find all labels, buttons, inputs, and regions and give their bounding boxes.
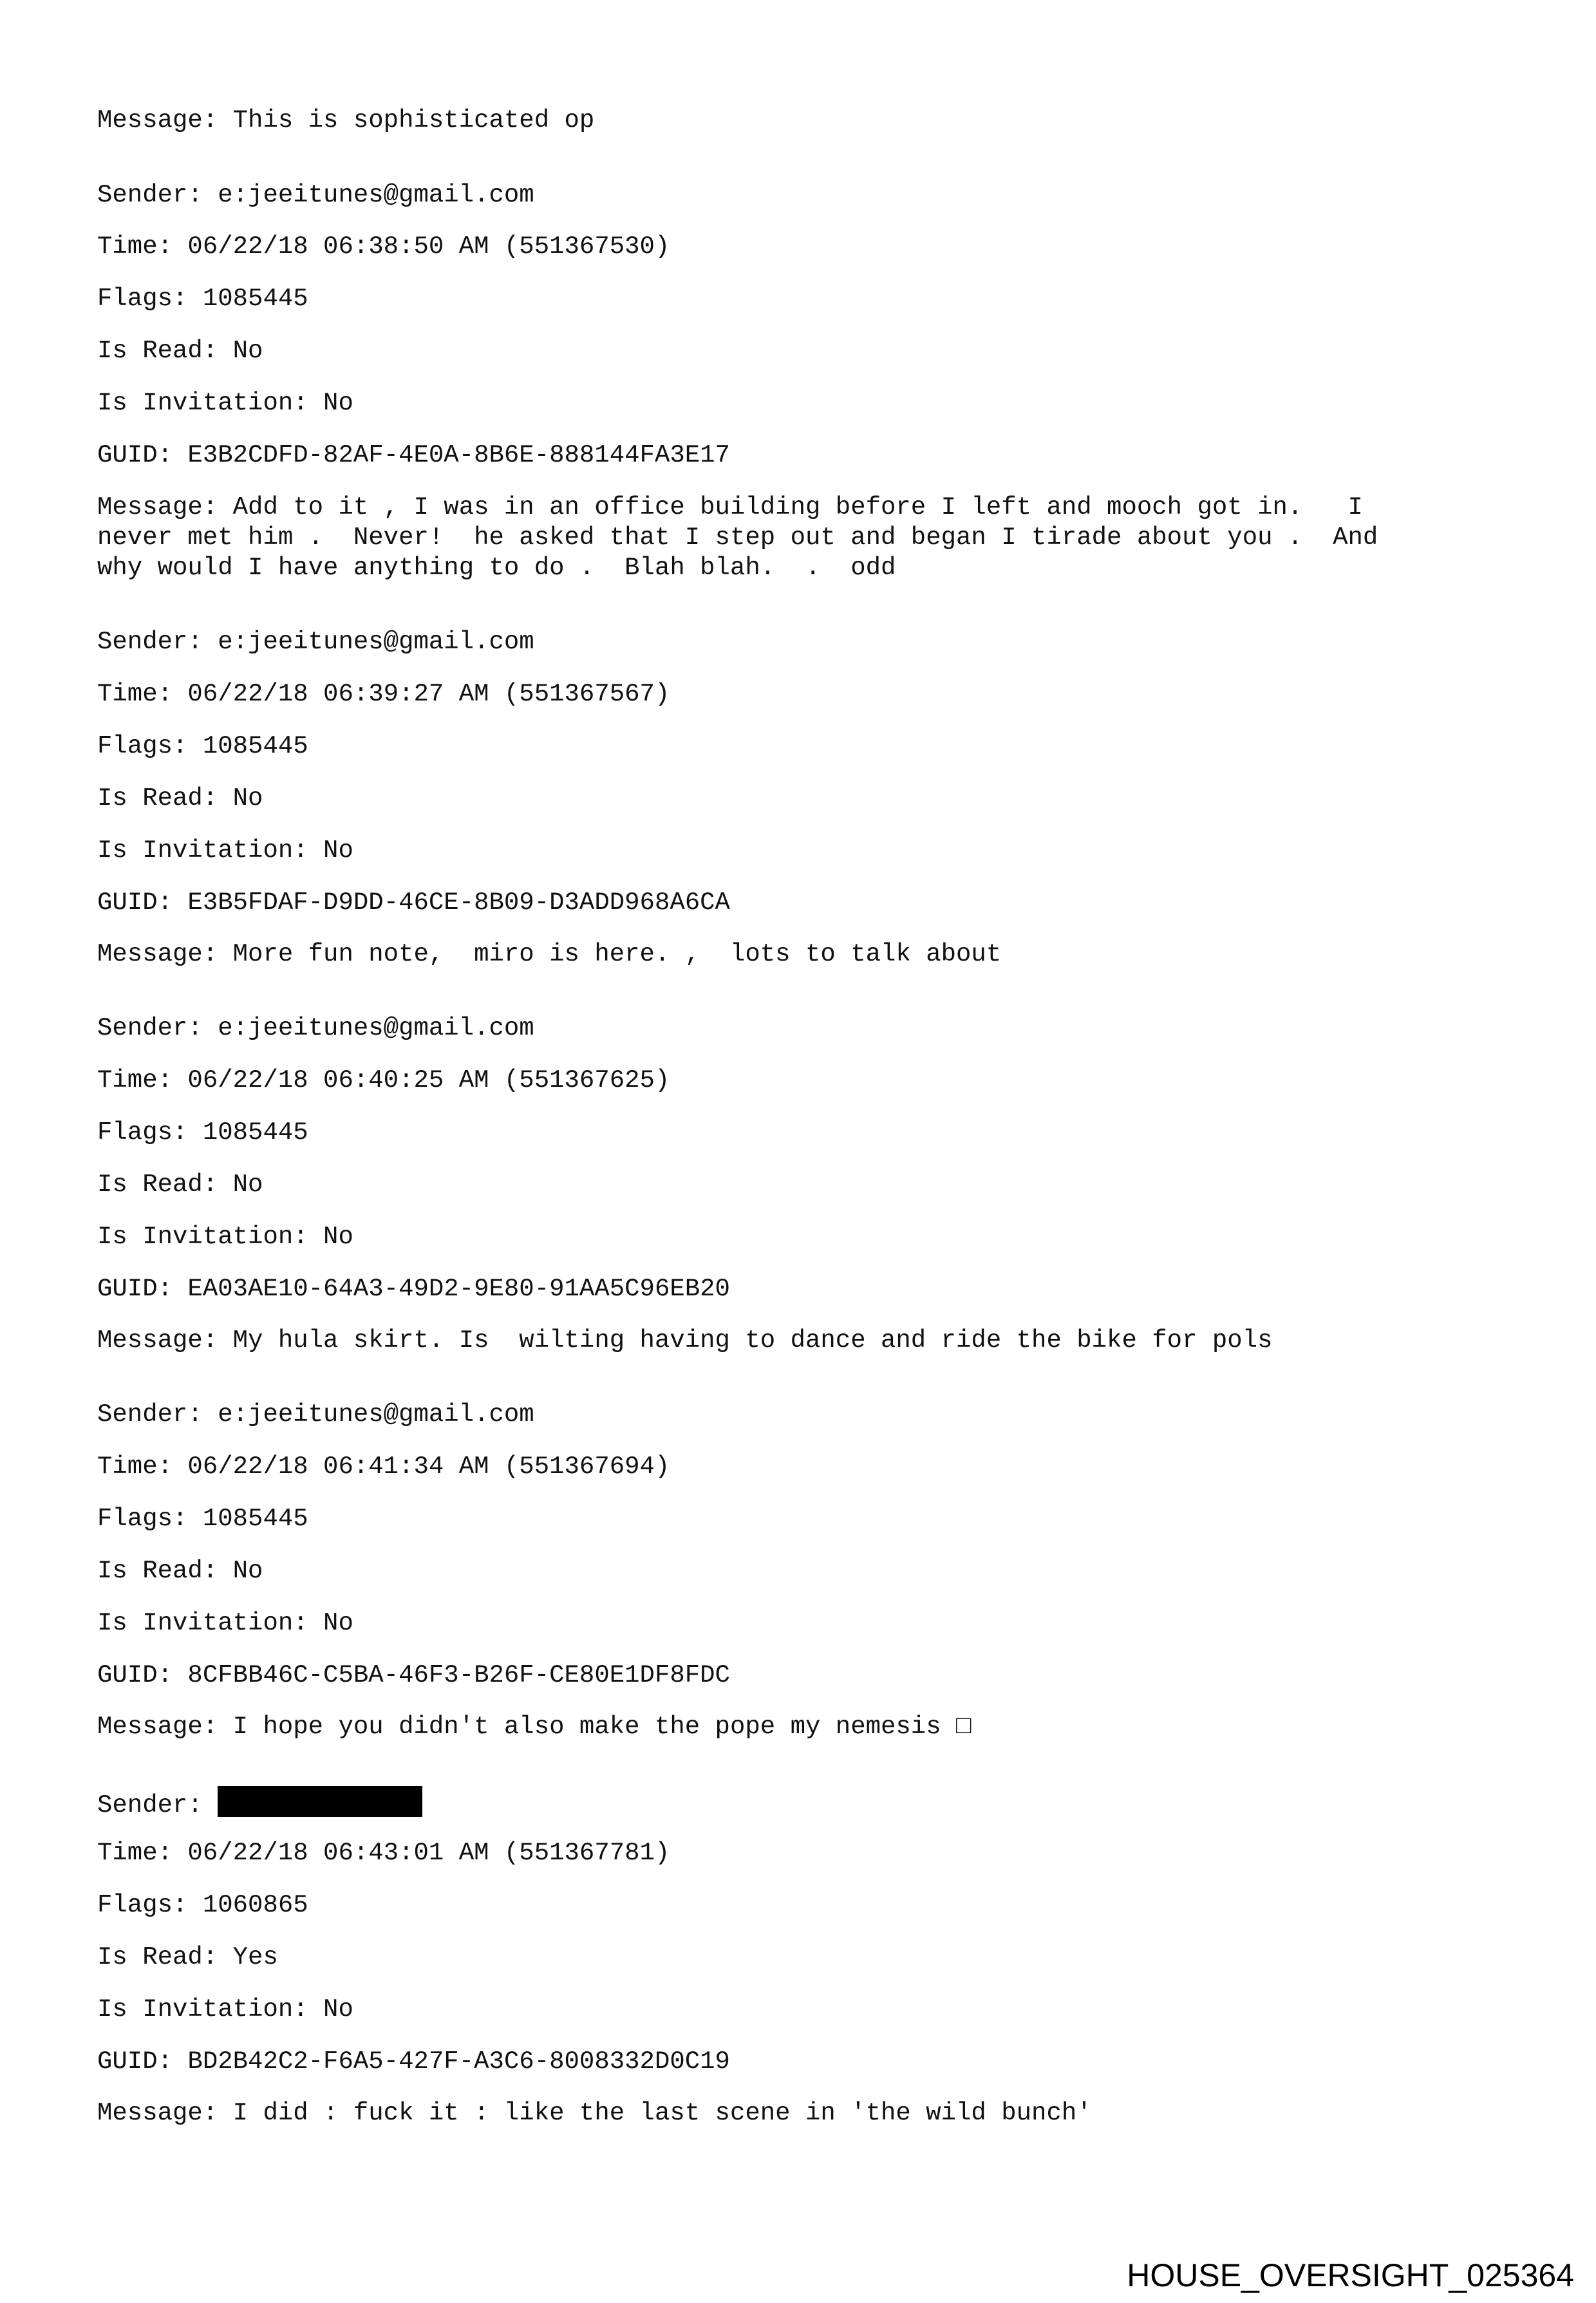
guid-line: GUID: 8CFBB46C-C5BA-46F3-B26F-CE80E1DF8FDC [97,1661,730,1689]
flags-line: Flags: 1085445 [97,1505,308,1533]
is-invitation-line: Is Invitation: No [97,836,353,865]
redaction-block [218,1786,422,1817]
time-line: Time: 06/22/18 06:40:25 AM (551367625) [97,1066,670,1095]
flags-line: Flags: 1085445 [97,285,308,313]
is-read-line: Is Read: No [97,337,263,365]
flags-line: Flags: 1060865 [97,1891,308,1919]
message-text: Message: I hope you didn't also make the pope my nemesis □ [97,1713,972,1741]
is-invitation-line: Is Invitation: No [97,389,353,417]
is-invitation-line: Is Invitation: No [97,1609,353,1637]
sender-line: Sender: e:jeeitunes@gmail.com [97,1400,534,1429]
time-line: Time: 06/22/18 06:39:27 AM (551367567) [97,680,670,708]
sender-line: Sender: e:jeeitunes@gmail.com [97,628,534,656]
flags-line: Flags: 1085445 [97,1118,308,1147]
sender-line: Sender: e:jeeitunes@gmail.com [97,181,534,209]
guid-line: GUID: BD2B42C2-F6A5-427F-A3C6-8008332D0C19 [97,2047,730,2076]
is-read-line: Is Read: No [97,1170,263,1199]
message-text: Message: My hula skirt. Is wilting having to dance and ride the bike for pols [97,1326,1273,1355]
bates-number: HOUSE_OVERSIGHT_025364 [1127,2257,1574,2293]
message-text: Message: This is sophisticated op [97,106,595,135]
sender-label: Sender: [97,1791,218,1819]
guid-line: GUID: E3B2CDFD-82AF-4E0A-8B6E-888144FA3E17 [97,441,730,469]
guid-line: GUID: E3B5FDAF-D9DD-46CE-8B09-D3ADD968A6CA [97,888,730,917]
message-text: Message: More fun note, miro is here. , lots to talk about [97,940,1002,968]
time-line: Time: 06/22/18 06:41:34 AM (551367694) [97,1452,670,1481]
time-line: Time: 06/22/18 06:43:01 AM (551367781) [97,1839,670,1867]
guid-line: GUID: EA03AE10-64A3-49D2-9E80-91AA5C96EB20 [97,1275,730,1303]
sender-line: Sender: e:jeeitunes@gmail.com [97,1014,534,1042]
is-read-line: Is Read: No [97,1557,263,1585]
is-read-line: Is Read: Yes [97,1943,278,1971]
is-read-line: Is Read: No [97,784,263,813]
is-invitation-line: Is Invitation: No [97,1223,353,1251]
message-text: Message: I did : fuck it : like the last scene in 'the wild bunch' [97,2099,1092,2127]
flags-line: Flags: 1085445 [97,732,308,760]
time-line: Time: 06/22/18 06:38:50 AM (551367530) [97,232,670,261]
sender-line [97,1786,422,1821]
message-text: Message: Add to it , I was in an office building before I left and mooch got in. I never met him . Never! he asked that I step out and began I tirade about you . And why would I have anything to do . Blah blah. . odd [97,493,1378,582]
is-invitation-line: Is Invitation: No [97,1995,353,2024]
